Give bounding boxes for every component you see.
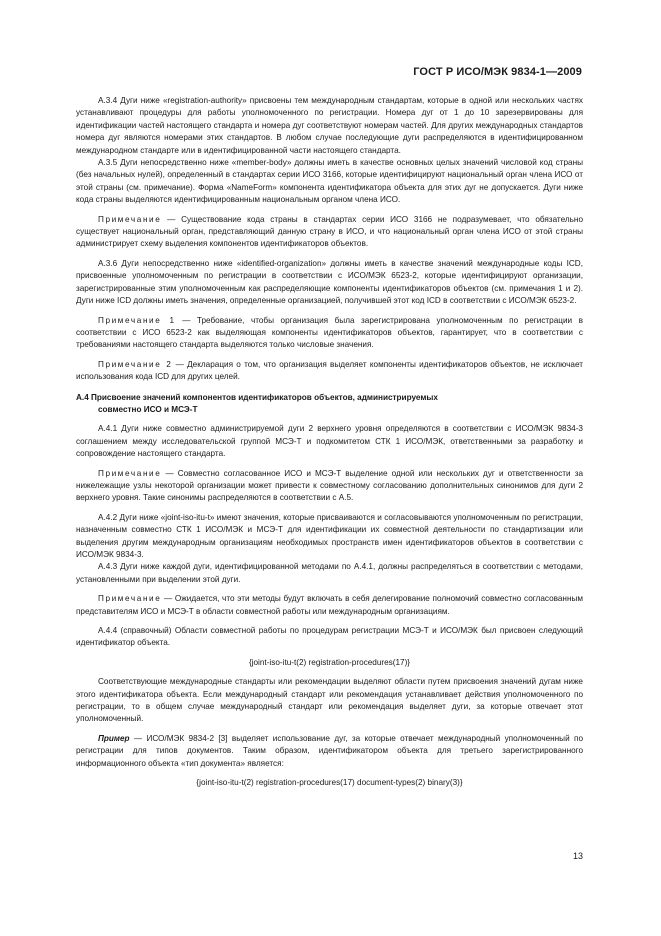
note-a4-3 (76, 593, 583, 618)
paragraph-a3-5: А.3.5 Дуги непосредственно ниже «member-body» должны иметь в качестве основных целых значений числовой код страны (без начальных нулей), определенный в стандартах серии ИСО 3166, которые идентифицируют национальный орган члена ИСО от этой страны (см. примечание). Форма «NameForm» компонента идентификатора объекта для этих дуг не допускается. Дуги ниже кода страны выделяются идентифицированным национальным органом члена ИСО. (76, 158, 583, 205)
heading-line-1: А.4 Присвоение значений компонентов идентификаторов объектов, администрируемых (76, 392, 438, 402)
page-header: ГОСТ Р ИСО/МЭК 9834-1—2009 (413, 66, 582, 78)
example-label: Пример (98, 733, 130, 743)
paragraph-a3-6: А.3.6 Дуги непосредственно ниже «identified-organization» должны иметь в качестве значений международные коды ICD, присвоенные уполномоченным по регистрации в соответствии с ИСО/МЭК 6523-2, которые идентифицируют организации, зарегистрированные этим уполномоченным как распределяющие компоненты идентификаторов объектов (см. примечания 1 и 2). Дуги ниже ICD должны иметь значения, определенные организацией, получившей этот код ICD в соответствии с ИСО/МЭК 6523-2. (76, 258, 583, 306)
note-label: Примечание 2 (98, 359, 173, 369)
paragraph-a4-1: А.4.1 Дуги ниже совместно администрируемой дуги 2 верхнего уровня определяются в соответствии с ИСО/МЭК 9834-3 соглашением между исследовательской группой МСЭ-Т и подкомитетом СТК 1 ИСО/МЭК, ответственными за разработку и сопровождение настоящего стандарта. (76, 424, 583, 459)
paragraph-a3-4: А.3.4 Дуги ниже «registration-authority» присвоены тем международным стандартам, которые в одной или нескольких частях устанавливают процедуры для работы уполномоченного по регистрации. Номера дуг от 1 до 10 зарезервированы для идентификации частей настоящего стандарта и номера дуг соответствуют номерам частей. Для других международных стандартов номера дуг являются номерами этих стандартов. В любом случае последующие дуги распределяются в идентифицированном международном стандарте или в идентифицированной части настоящего стандарта. (76, 96, 583, 155)
note-text: — Декларация о том, что организация выделяет компоненты идентификаторов объектов, не исключает использования кода ICD для других целей. (76, 359, 583, 382)
paragraph-a4-2: А.4.2 Дуги ниже «joint-iso-itu-t» имеют значения, которые присваиваются и согласовываются уполномоченным по регистрации, назначенным совместно СТК 1 ИСО/МЭК и МСЭ-Т для идентификации их совместной деятельности по стандартизации или выделения другим международным организациям необходимых пространств имен идентификаторов объектов в соответствии с ИСО/МЭК 9834-3. (76, 512, 583, 559)
note-a4-1 (76, 468, 583, 505)
note-text: — Требование, чтобы организация была зарегистрирована уполномоченным по регистрации в соответствии с ИСО 6523-2 как выделяющая компоненты идентификаторов объектов, гарантирует, что в соответствии с требованиями настоящего стандарта выделяются только числовые значения. (76, 315, 583, 350)
object-identifier-2: {joint-iso-itu-t(2) registration-procedures(17) document-types(2) binary(3)} (196, 778, 463, 788)
paragraph-a4-4: А.4.4 (справочный) Области совместной работы по процедурам регистрации МСЭ-Т и ИСО/МЭК был присвоен следующий идентификатор объекта. (76, 626, 583, 648)
section-heading-a4 (76, 392, 583, 417)
note-a3-5 (76, 214, 583, 251)
paragraph-a4-3: А.4.3 Дуги ниже каждой дуги, идентифицированной методами по А.4.1, должны распределяться в соответствии с методами, установленными при выделении этой дуги. (76, 562, 583, 584)
document-body (76, 95, 583, 797)
note-2-a3-6 (76, 359, 583, 384)
note-text: — Существование кода страны в стандартах серии ИСО 3166 не подразумевает, что обязательно существует национальный орган, представляющий данную страну в ИСО, и что национальный орган члена ИСО от этой страны администрирует схему выделения компонентов идентификаторов объектов. (76, 214, 583, 249)
note-text: — Ожидается, что эти методы будут включать в себя делегирование полномочий совместно согласованным представителям ИСО и МСЭ-Т в области совместной работы или международным организациям. (76, 594, 583, 616)
note-label: Примечание (98, 594, 162, 604)
note-label: Примечание 1 (98, 315, 176, 325)
page-number: 13 (572, 851, 583, 861)
paragraph-after-identifier: Соответствующие международные стандарты или рекомендации выделяют области путем присвоения значений дугам ниже этого идентификатора объекта. Если международный стандарт или рекомендация устанавливает действия уполномоченного по регистрации, то в общем случае международный стандарт или рекомендация выделяет дуги, за которые отвечает этот уполномоченный. (76, 677, 583, 724)
note-label: Примечание (98, 468, 162, 478)
note-1-a3-6 (76, 315, 583, 352)
object-identifier-1: {joint-iso-itu-t(2) registration-procedures(17)} (248, 657, 411, 667)
note-label: Примечание (98, 214, 162, 224)
example-text: — ИСО/МЭК 9834-2 [3] выделяет использование дуг, за которые отвечает международный уполномоченный по регистрации для типов документов. Таким образом, идентификатором объекта для третьего зарегистрированного информационного объекта «тип документа» является: (76, 733, 583, 768)
example-paragraph (76, 733, 583, 770)
note-text: — Совместно согласованное ИСО и МСЭ-Т выделение одной или нескольких дуг и ответственности за нижележащие узлы некоторой организации может привести к совместному согласованию дополнительных синонимов для дуги 2 верхнего уровня. Такие синонимы распределяются в соответствии с А.5. (76, 468, 583, 503)
heading-line-2: совместно ИСО и МСЭ-Т (98, 404, 198, 414)
